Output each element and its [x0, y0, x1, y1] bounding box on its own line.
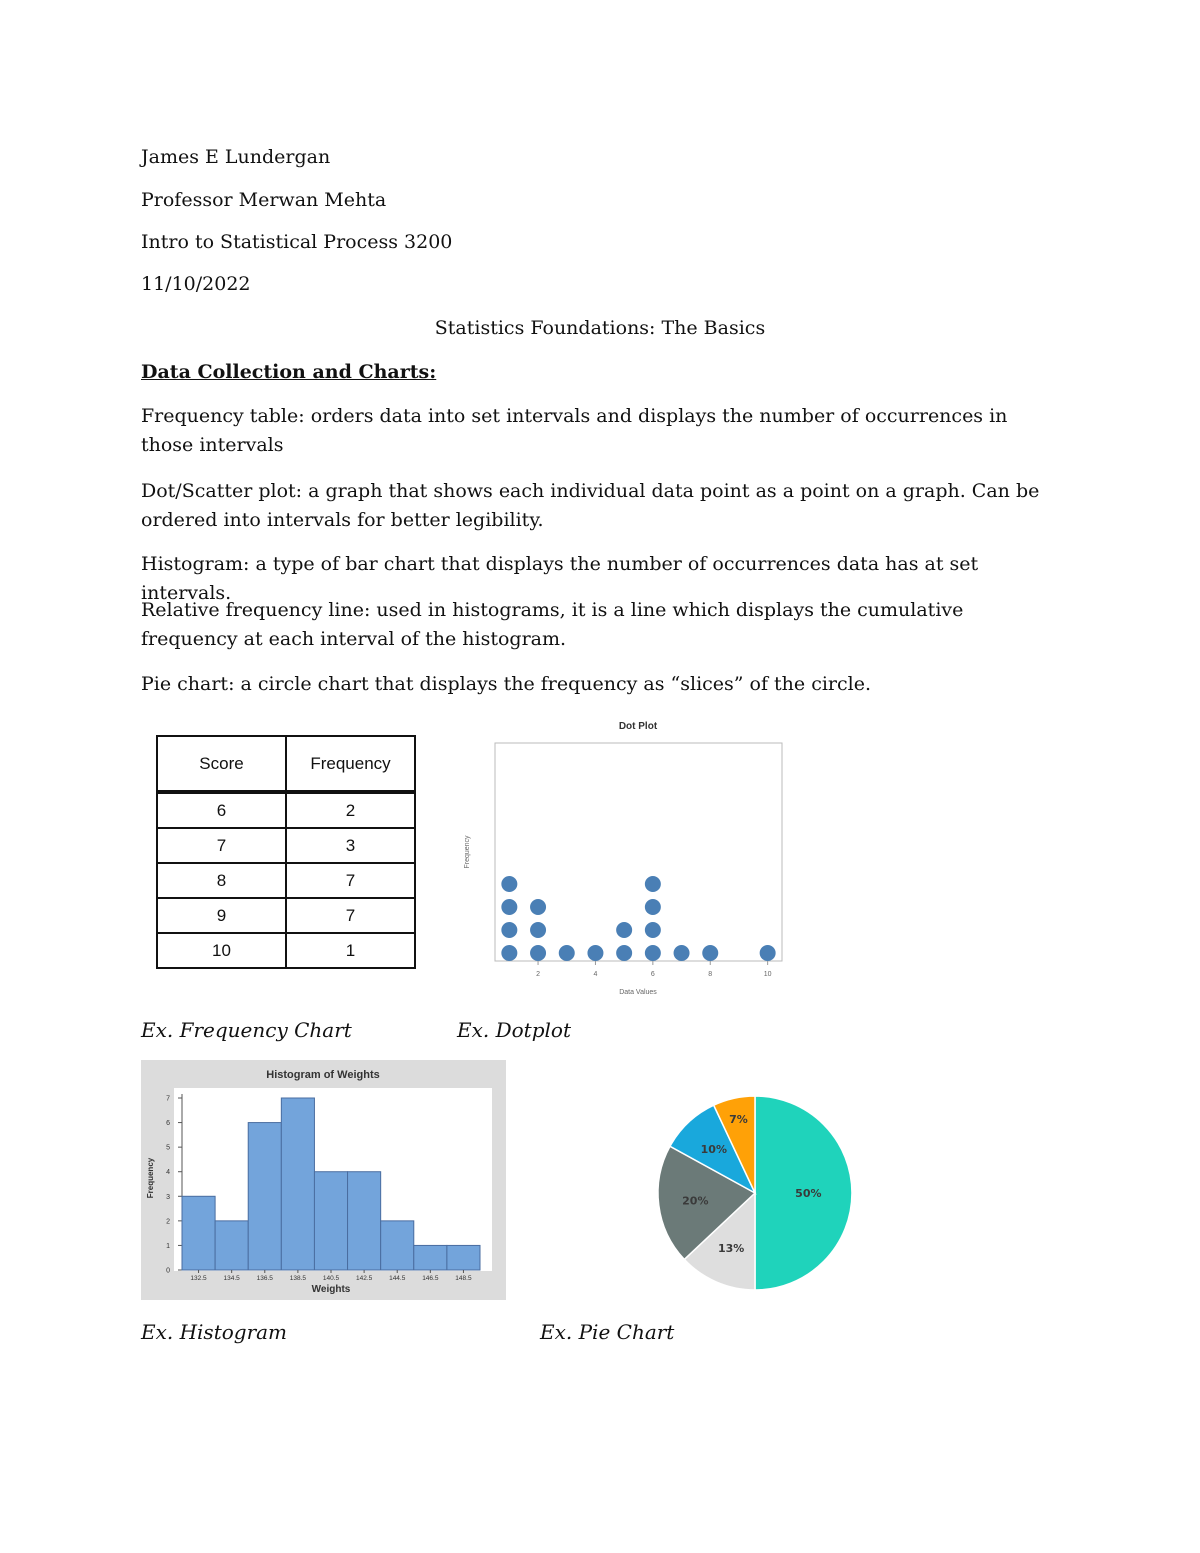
histogram-bar: [314, 1172, 347, 1270]
dot-plot-point: [587, 945, 603, 961]
table-header-cell: Frequency: [286, 736, 415, 792]
histogram-x-tick-label: 146.5: [422, 1275, 439, 1282]
histogram-bar: [348, 1172, 381, 1270]
definition-frequency-table: Frequency table: orders data into set intervals and displays the number of occurrences in those intervals: [141, 405, 1008, 456]
table-cell: 2: [286, 792, 415, 828]
table-cell: 6: [157, 792, 286, 828]
histogram-y-tick-label: 6: [166, 1120, 170, 1128]
section-heading: Data Collection and Charts:: [141, 361, 437, 383]
course-name: Intro to Statistical Process 3200: [141, 231, 453, 253]
histogram-x-tick-label: 132.5: [190, 1275, 207, 1282]
table-cell: 3: [286, 828, 415, 863]
histogram-y-tick-label: 3: [166, 1193, 170, 1201]
table-row: [157, 828, 415, 863]
histogram-bar: [281, 1098, 314, 1270]
dot-plot-point: [559, 945, 575, 961]
dot-plot-chart: [455, 715, 795, 1000]
pie-slice-label: 20%: [682, 1194, 709, 1208]
histogram-x-tick-label: 136.5: [256, 1275, 273, 1282]
definition-histogram: Histogram: a type of bar chart that displays the number of occurrences data has at set intervals.: [141, 553, 979, 604]
table-cell: 7: [286, 863, 415, 898]
table-cell: 1: [286, 933, 415, 968]
dot-plot-x-tick-label: 6: [650, 971, 655, 978]
dot-plot-y-label: Frequency: [464, 835, 471, 869]
table-row: [157, 933, 415, 968]
caption-pie-chart: Ex. Pie Chart: [540, 1320, 675, 1344]
histogram-y-tick-label: 1: [166, 1242, 170, 1250]
professor-name: Professor Merwan Mehta: [141, 189, 387, 211]
dot-plot-point: [530, 922, 546, 938]
definition-pie-chart: Pie chart: a circle chart that displays the frequency as “slices” of the circle.: [141, 673, 871, 695]
histogram-bar: [248, 1123, 281, 1270]
histogram-bar: [414, 1245, 447, 1270]
frequency-table-figure: [156, 735, 416, 969]
dot-plot-x-tick-label: 8: [708, 971, 713, 978]
dot-plot-point: [501, 899, 517, 915]
histogram-x-tick-label: 140.5: [322, 1275, 340, 1282]
caption-histogram: Ex. Histogram: [141, 1320, 288, 1344]
dot-plot-x-tick-label: 2: [536, 971, 541, 978]
dot-plot-point: [501, 922, 517, 938]
dot-plot-point: [530, 899, 546, 915]
histogram-y-tick-label: 5: [166, 1144, 170, 1152]
frequency-table: [156, 735, 416, 969]
dot-plot-title: Dot Plot: [618, 721, 658, 732]
dot-plot-point: [674, 945, 690, 961]
dot-plot-point: [702, 945, 718, 961]
histogram-y-tick-label: 0: [166, 1267, 170, 1275]
histogram-x-tick-label: 138.5: [289, 1275, 307, 1282]
histogram-y-label: Frequency: [146, 1157, 155, 1199]
caption-dotplot: Ex. Dotplot: [457, 1018, 571, 1042]
pie-slice-label: 7%: [729, 1113, 748, 1127]
dot-plot-point: [501, 876, 517, 892]
histogram-bar: [381, 1221, 414, 1270]
dot-plot-point: [645, 876, 661, 892]
table-cell: 10: [157, 933, 286, 968]
pie-slice-label: 10%: [700, 1143, 728, 1157]
dot-plot-x-tick-label: 4: [593, 971, 598, 978]
author-name: James E Lundergan: [141, 146, 331, 168]
dot-plot-point: [616, 922, 632, 938]
dot-plot-point: [645, 922, 661, 938]
histogram-x-label: Weights: [311, 1284, 351, 1295]
pie-slice-label: 50%: [795, 1187, 822, 1200]
definition-dot-plot: Dot/Scatter plot: a graph that shows each individual data point as a point on a graph. Can be ordered into intervals for better legibility.: [141, 480, 1040, 531]
definition-relative-frequency-line: Relative frequency line: used in histograms, it is a line which displays the cumulative frequency at each interval of the histogram.: [141, 599, 964, 650]
table-header-row: [157, 736, 415, 792]
dot-plot-point: [530, 945, 546, 961]
histogram-x-tick-label: 134.5: [223, 1275, 240, 1282]
table-cell: 9: [157, 898, 286, 933]
histogram-bar: [182, 1196, 215, 1270]
table-row: [157, 898, 415, 933]
dot-plot-point: [760, 945, 776, 961]
histogram-x-tick-label: 142.5: [355, 1275, 373, 1282]
table-cell: 7: [157, 828, 286, 863]
histogram-title: Histogram of Weights: [266, 1069, 380, 1081]
dot-plot-point: [645, 899, 661, 915]
page-title: Statistics Foundations: The Basics: [434, 317, 766, 339]
caption-frequency-chart: Ex. Frequency Chart: [141, 1018, 352, 1042]
dot-plot-point: [616, 945, 632, 961]
table-row: [157, 792, 415, 828]
table-cell: 8: [157, 863, 286, 898]
histogram-bar: [215, 1221, 248, 1270]
document-date: 11/10/2022: [141, 273, 251, 295]
dot-plot-x-label: Data Values: [619, 989, 657, 996]
histogram-y-tick-label: 7: [166, 1095, 170, 1103]
dot-plot-x-tick-label: 10: [763, 971, 772, 978]
table-header-cell: Score: [157, 736, 286, 792]
dot-plot-point: [501, 945, 517, 961]
dot-plot-point: [645, 945, 661, 961]
histogram-y-tick-label: 2: [166, 1218, 170, 1226]
table-cell: 7: [286, 898, 415, 933]
pie-slice-label: 13%: [717, 1242, 745, 1256]
histogram-x-tick-label: 148.5: [455, 1275, 472, 1282]
table-row: [157, 863, 415, 898]
histogram-chart: [141, 1060, 506, 1300]
histogram-x-tick-label: 144.5: [389, 1275, 406, 1282]
pie-chart: [655, 1093, 855, 1293]
histogram-y-tick-label: 4: [166, 1169, 170, 1177]
histogram-bar: [447, 1245, 480, 1270]
